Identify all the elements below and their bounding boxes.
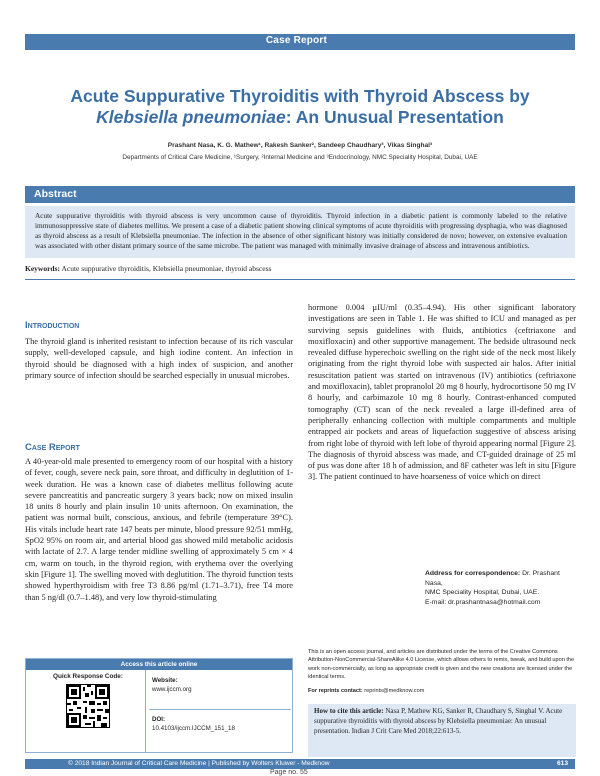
introduction-text: The thyroid gland is inherited resistant to infection because of its rich vascular supply, well-developed capsule, and high iodine content. An infection in thyroid should be diagnosed with a high index of suspicion, and another primary source of infection should be searched especially in unusual microbes. (25, 337, 293, 380)
doi-block (152, 716, 235, 733)
reprints-label: For reprints contact: (308, 688, 363, 694)
cite-label: How to cite this article: (314, 707, 384, 715)
author-list: Prashant Nasa, K. G. Mathew¹, Rakesh Sanker², Sandeep Chaudhary³, Vikas Singhal³ (167, 142, 433, 149)
doi-link[interactable]: 10.4103/ijccm.IJCCM_151_18 (152, 724, 235, 732)
abstract-heading: Abstract (34, 188, 77, 200)
qr-label: Quick Response Code: (53, 673, 123, 680)
website-link[interactable]: www.ijccm.org (152, 685, 192, 693)
reprints-email[interactable]: reprints@medknow.com (364, 688, 425, 694)
title-rest: : An Unusual Presentation (285, 107, 504, 127)
footer-page: 613 (556, 760, 568, 767)
qr-code-icon[interactable] (66, 684, 110, 728)
correspondence-email[interactable]: E-mail: dr.prashantnasa@hotmail.com (425, 598, 541, 606)
qr-panel (26, 670, 146, 752)
correspondence-name: Dr. Prashant Nasa, (425, 570, 560, 587)
footer-bar (25, 759, 575, 769)
website-label: Website: (152, 677, 178, 684)
access-box (25, 658, 293, 753)
abstract-text: Acute suppurative thyroiditis with thyroid abscess is very uncommon cause of thyroiditis. Thyroid infection in a diabetic patient is commonly labeled to the relative immunosuppressive state of diabetes mellitus. We present a case of a diabetic patient showing clinical symptoms of acute thyroiditis with progressing dysphagia, who was diagnosed as thyroid abscess as a result of Klebsiella pneumoniae. The infection in the absence of other significant history was initially considered de novo; however, on extensive evaluation was associated with other distant primary source of the same microbe. The patient was managed with minimally invasive drainage of abscess and intravenous antibiotics. (25, 206, 575, 258)
license-text: This is an open access journal, and articles are distributed under the terms of the Creative Commons Attribution-NonCommercial-ShareAlike 4.0 License, which allows others to remix, tweak, and build upon the work non-commercially, as long as appropriate credit is given and the new creations are licensed under the identical terms. (308, 649, 575, 680)
website-block (152, 677, 192, 694)
reprints (308, 688, 424, 694)
title-line1: Acute Suppurative Thyroiditis with Thyroid Abscess by (70, 86, 530, 106)
access-divider (149, 709, 291, 710)
title-line2 (30, 107, 570, 128)
doi-label: DOI: (152, 716, 166, 723)
case-report-text: A 40-year-old male presented to emergency room of our hospital with a history of fever, cough, severe neck pain, sore throat, and difficulty in deglutition of 1-week duration. He was a known case of diabetes mellitus following acute severe pancreatitis and pancreatic surgery 3 years back; now on mixed insulin 18 units 8 hourly and plain insulin 10 units afternoon. On examination, the patient was normal built, conscious, anxious, and febrile (temperature 39°C). His vitals include heart rate 147 beats per minute, blood pressure 92/51 mmHg, SpO2 95% on room air, and arterial blood gas showed mild metabolic acidosis with lactate of 2.7. A large tender midline swelling of approximately 5 cm × 4 cm, warm on touch, in the thyroid region, with erythema over the overlying skin [Figure 1]. The swelling moved with deglutition. The thyroid function tests showed hyperthyroidism with free T3 8.86 pg/ml (1.71–3.71), free T4 more than 5 ng/dl (0.7–1.48), and very low thyroid-stimulating (25, 457, 293, 602)
footer-text: © 2018 Indian Journal of Critical Care Medicine | Published by Wolters Kluwer - Medknow (68, 760, 330, 767)
divider (25, 279, 575, 280)
correspondence (425, 569, 575, 607)
section-label: Case Report (265, 35, 327, 46)
access-heading: Access this article online (26, 659, 292, 670)
column2-text: hormone 0.004 µIU/ml (0.35–4.94). His other significant laboratory investigations are seen in Table 1. He was shifted to ICU and managed as per surviving sepsis guidelines with fluids, antibiotics (ceftriaxone and moxifloxacin) and other supportive management. The bedside ultrasound neck revealed diffuse hyperechoic swelling on the right side of the neck most likely originating from the right thyroid lobe with suspected air halos. After initial resuscitation patient was started on intravenous (IV) antibiotics (ceftriaxone and moxifloxacin), tablet propranolol 20 mg 8 hourly, hydrocortisone 50 mg IV 8 hourly, and carbimazole 10 mg 8 hourly. Contrast-enhanced computed tomography (CT) scan of the neck revealed a large ill-defined area of peripherally enhancing collection with multiple compartments and multiple entrapped air pockets and areas of liquefaction suggestive of abscess arising from right lobe of thyroid with left lobe of thyroid appearing normal [Figure 2]. The diagnosis of thyroid abscess was made, and CT-guided drainage of 25 ml of pus was done after 18 h of admission, and 8F catheter was left in situ [Figure 3]. The patient continued to have hoarseness of voice which on direct (308, 303, 576, 482)
title-organism: Klebsiella pneumoniae (96, 107, 286, 127)
article-title (30, 86, 570, 128)
introduction-heading: Introduction (25, 320, 80, 331)
abstract-heading-bar (25, 186, 575, 203)
page-number: Page no. 55 (270, 769, 308, 776)
citation-box (308, 704, 576, 757)
keywords-text: Acute suppurative thyroiditis, Klebsiella pneumoniae, thyroid abscess (61, 264, 272, 273)
section-banner (25, 34, 575, 50)
keywords (25, 264, 575, 273)
keywords-label: Keywords: (25, 264, 60, 273)
cite-text: Nasa P, Mathew KG, Sanker R, Chaudhary S, Singhal V. Acute suppurative thyroiditis with thyroid abscess by Klebsiella pneumoniae: An unusual presentation. Indian J Crit Care Med 2018;22:613-5. (314, 707, 563, 735)
correspondence-label: Address for correspondence: (425, 570, 521, 577)
access-info (149, 670, 291, 752)
affiliations: Departments of Critical Care Medicine, ¹Surgery, ²Internal Medicine and ³Endocrinology, NMC Speciality Hospital, Dubai, UAE (122, 154, 478, 161)
correspondence-address: NMC Speciality Hospital, Dubai, UAE. (425, 589, 540, 597)
case-report-heading: Case Report (25, 442, 80, 453)
